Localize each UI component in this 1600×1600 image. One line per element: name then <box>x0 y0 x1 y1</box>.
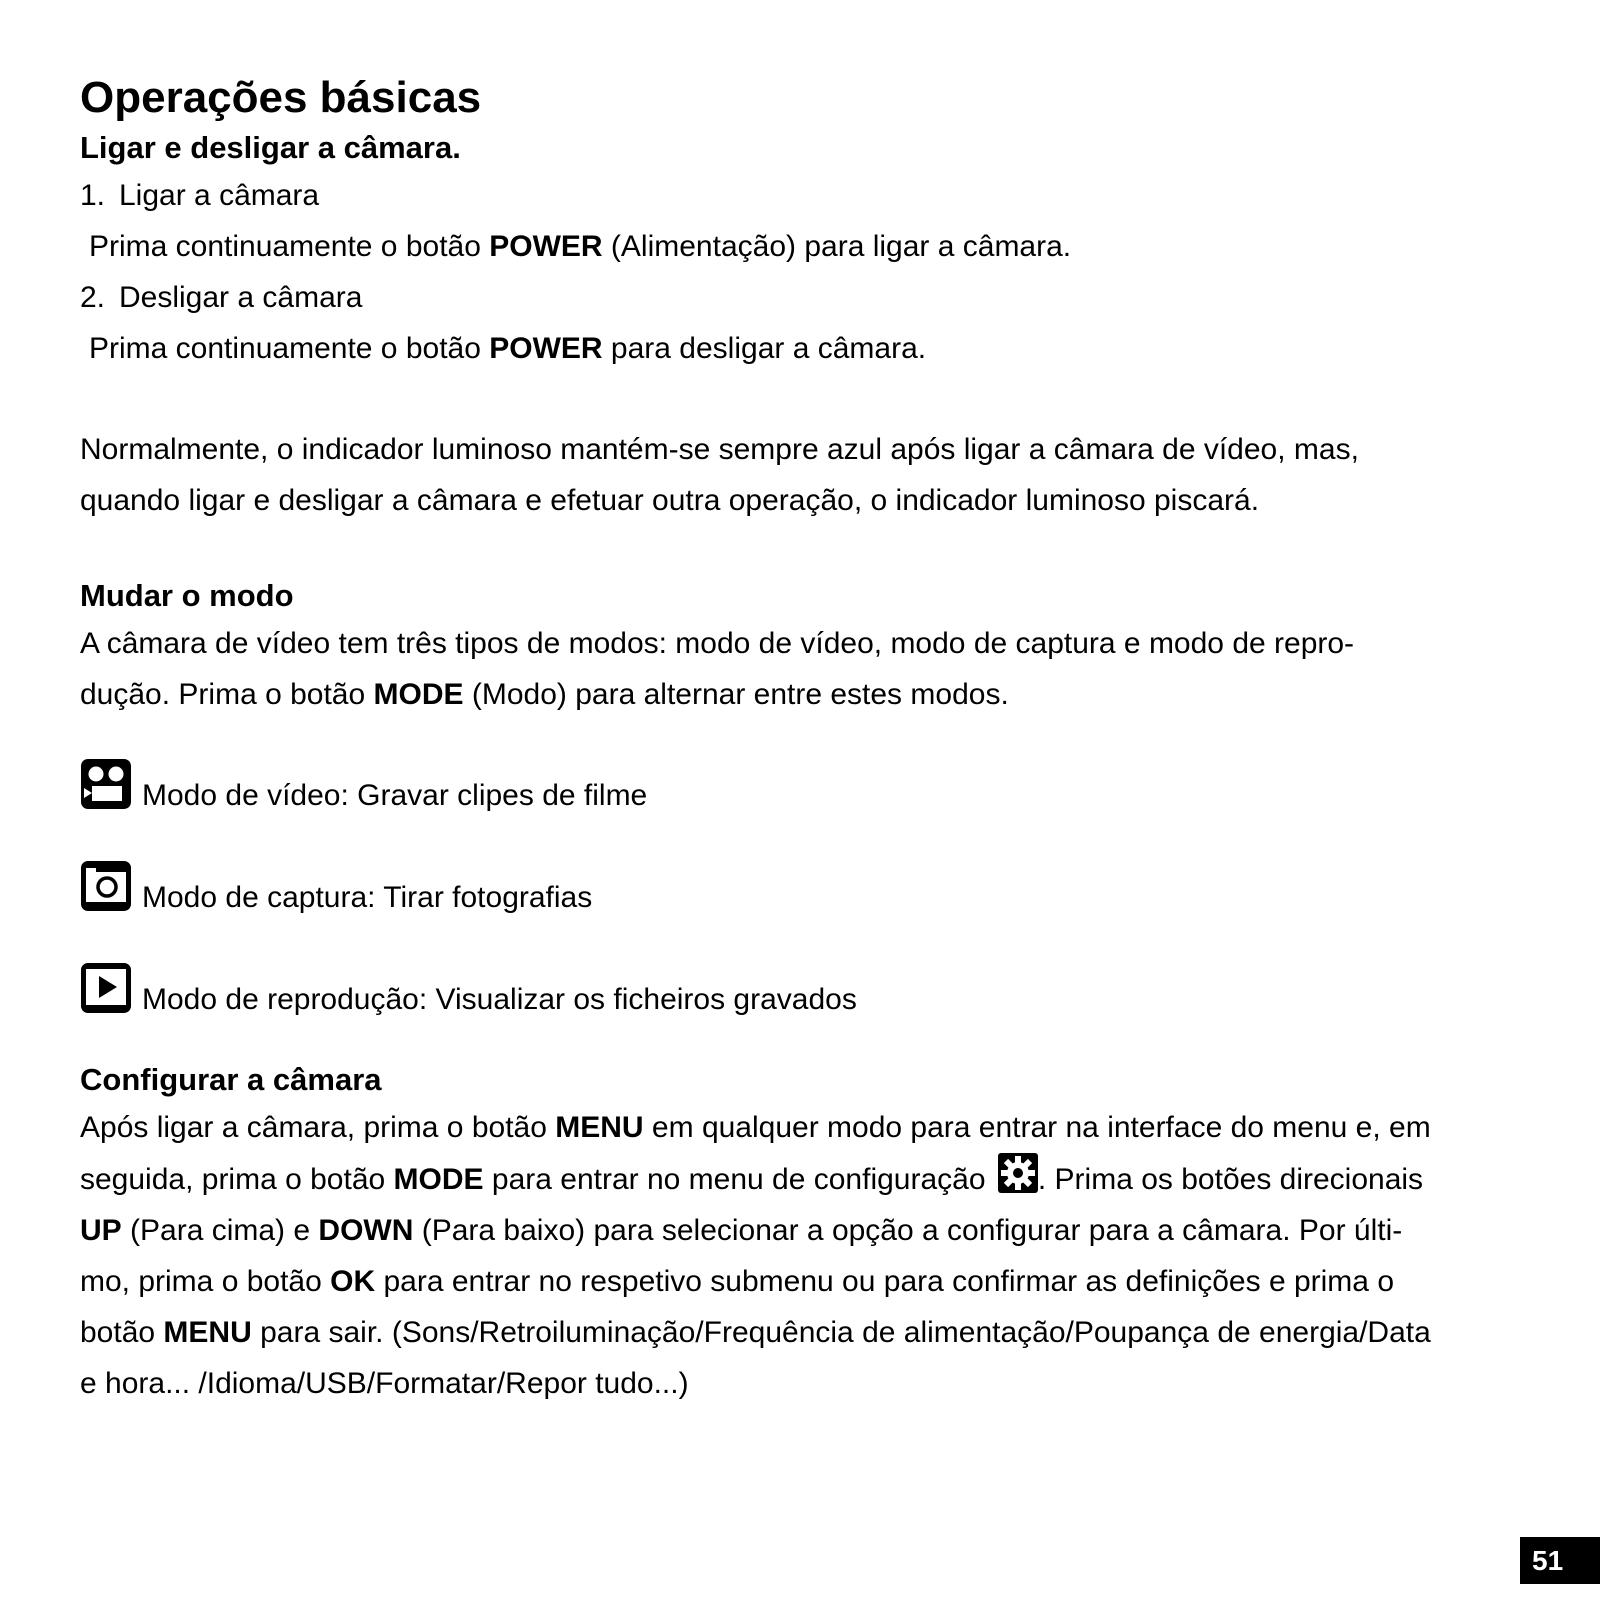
photo-camera-icon <box>80 860 132 912</box>
mode-heading: Mudar o modo <box>80 578 294 613</box>
indicator-note-line-1: Normalmente, o indicador luminoso mantém-se sempre azul após ligar a câmara de vídeo, mas, <box>80 433 1359 466</box>
step-1-number: 1. <box>80 179 106 212</box>
step-1-label: Ligar a câmara <box>119 179 320 212</box>
setup-l2-pre: seguida, prima o botão <box>80 1163 394 1196</box>
power-heading: Ligar e desligar a câmara. <box>80 130 461 165</box>
power-key: POWER <box>489 230 603 263</box>
spacer <box>80 526 1520 574</box>
mode-playback-text: Modo de reprodução: Visualizar os ficheiros gravados <box>142 983 857 1016</box>
menu-key: MENU <box>163 1316 252 1349</box>
mode-intro-pre: dução. Prima o botão <box>80 678 374 711</box>
setup-line-5 <box>80 1307 1520 1358</box>
step-1-text-post: (Alimentação) para ligar a câmara. <box>602 230 1072 263</box>
step-1-body <box>80 221 1520 272</box>
page-number: 51 <box>1520 1537 1600 1584</box>
setup-l4-pre: mo, prima o botão <box>80 1265 331 1298</box>
indicator-note-line-2: quando ligar e desligar a câmara e efetuar outra operação, o indicador luminoso piscará. <box>80 484 1260 517</box>
power-key: POWER <box>489 332 603 365</box>
setup-l1-post: em qualquer modo para entrar na interface do menu e, em <box>643 1111 1431 1144</box>
spacer <box>80 720 1520 758</box>
setup-l5-post: para sair. (Sons/Retroiluminação/Frequência de alimentação/Poupança de energia/Data <box>251 1316 1431 1349</box>
step-2-number: 2. <box>80 281 106 314</box>
ok-key: OK <box>330 1265 376 1298</box>
mode-intro-line-2 <box>80 669 1520 720</box>
mode-key: MODE <box>393 1163 484 1196</box>
mode-video-text: Modo de vídeo: Gravar clipes de filme <box>142 779 648 812</box>
setup-line-6: e hora... /Idioma/USB/Formatar/Repor tudo...) <box>80 1367 689 1400</box>
setup-l3-post: (Para baixo) para selecionar a opção a configurar para a câmara. Por últi- <box>413 1214 1403 1247</box>
setup-l5-pre: botão <box>80 1316 164 1349</box>
up-key: UP <box>80 1214 122 1247</box>
spacer <box>80 374 1520 424</box>
video-camera-icon <box>80 758 132 810</box>
settings-gear-icon <box>998 1153 1038 1193</box>
setup-heading: Configurar a câmara <box>80 1062 382 1097</box>
mode-row-playback <box>80 962 1520 1064</box>
setup-line-4 <box>80 1256 1520 1307</box>
setup-l3-mid: (Para cima) e <box>121 1214 319 1247</box>
setup-l2-post: . Prima os botões direcionais <box>1037 1163 1424 1196</box>
step-2-text-pre: Prima continuamente o botão <box>89 332 490 365</box>
mode-capture-text: Modo de captura: Tirar fotografias <box>142 881 593 914</box>
setup-l4-post: para entrar no respetivo submenu ou para confirmar as definições e prima o <box>375 1265 1394 1298</box>
step-2-title <box>80 272 1520 323</box>
setup-line-1 <box>80 1102 1520 1153</box>
step-2-body <box>80 323 1520 374</box>
mode-row-capture <box>80 860 1520 962</box>
step-1-title <box>80 170 1520 221</box>
step-2-text-post: para desligar a câmara. <box>602 332 927 365</box>
mode-intro-line-1: A câmara de vídeo tem três tipos de modos: modo de vídeo, modo de captura e modo de repro- <box>80 627 1355 660</box>
step-1-text-pre: Prima continuamente o botão <box>89 230 490 263</box>
playback-icon <box>80 962 132 1014</box>
mode-intro-post: (Modo) para alternar entre estes modos. <box>463 678 1009 711</box>
setup-l1-pre: Após ligar a câmara, prima o botão <box>80 1111 556 1144</box>
mode-row-video <box>80 758 1520 860</box>
setup-line-3 <box>80 1205 1520 1256</box>
mode-key: MODE <box>373 678 464 711</box>
page-title: Operações básicas <box>80 73 482 122</box>
setup-line-2 <box>80 1153 1520 1205</box>
step-2-label: Desligar a câmara <box>119 281 363 314</box>
setup-l2-mid: para entrar no menu de configuração <box>483 1163 994 1196</box>
menu-key: MENU <box>555 1111 644 1144</box>
manual-page <box>80 70 1520 1409</box>
down-key: DOWN <box>318 1214 414 1247</box>
